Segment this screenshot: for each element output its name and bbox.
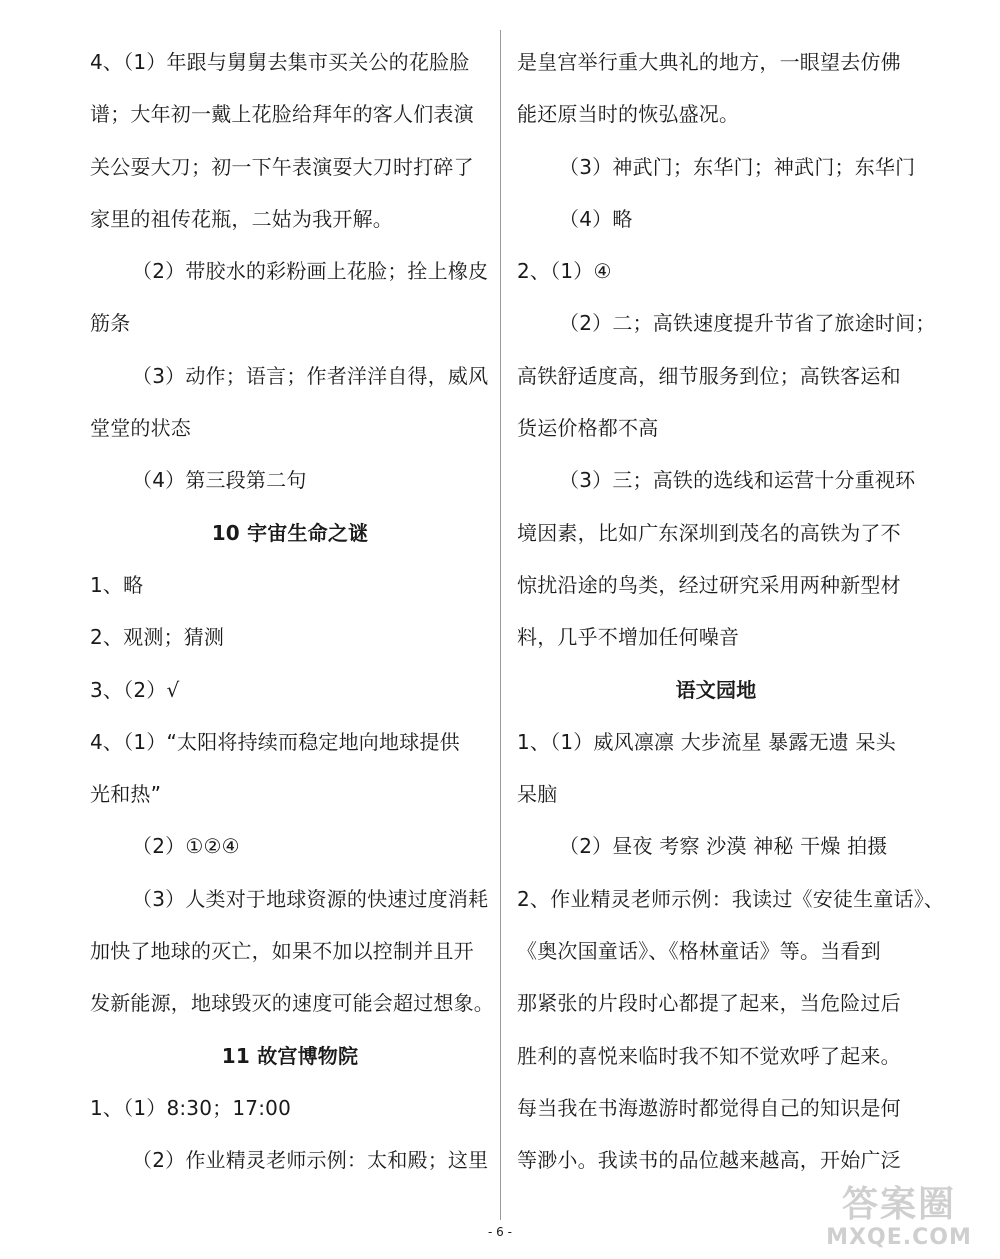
- text-line: （4）略: [559, 206, 633, 231]
- text-line: 加快了地球的灭亡，如果不加以控制并且开: [90, 939, 474, 964]
- text-line: 高铁舒适度高，细节服务到位；高铁客运和: [517, 363, 901, 388]
- text-line: 1、（1）8:30；17:00: [90, 1095, 291, 1120]
- section-heading: 语文园地: [675, 677, 757, 702]
- text-line: 《奥次国童话》、《格林童话》等。当看到: [517, 939, 881, 964]
- text-line: （2）带胶水的彩粉画上花脸；拴上橡皮: [132, 259, 489, 284]
- text-line: 2、观测；猜测: [90, 625, 225, 650]
- text-line: 呆脑: [517, 782, 558, 807]
- text-line: 料，几乎不增加任何噪音: [517, 625, 740, 650]
- column-divider: [500, 30, 501, 1220]
- text-line: 3、（2）√: [90, 677, 180, 702]
- page-number: - 6 -: [488, 1225, 512, 1239]
- watermark-logo-text: 答案圈: [841, 1184, 956, 1225]
- text-line: （3）人类对于地球资源的快速过度消耗: [132, 886, 489, 911]
- text-line: 堂堂的状态: [90, 416, 191, 441]
- text-line: 4、（1）年跟与舅舅去集市买关公的花脸脸: [90, 50, 470, 74]
- text-line: 家里的祖传花瓶，二姑为我开解。: [90, 206, 393, 231]
- text-line: （3）神武门；东华门；神武门；东华门: [559, 154, 916, 179]
- section-heading: 11 故宫博物院: [221, 1043, 359, 1068]
- text-line: （4）第三段第二句: [132, 468, 307, 493]
- text-line: 惊扰沿途的鸟类，经过研究采用两种新型材: [517, 572, 901, 597]
- text-line: 光和热”: [90, 782, 162, 807]
- text-line: 能还原当时的恢弘盛况。: [517, 102, 740, 127]
- text-line: 1、（1）威风凛凛 大步流星 暴露无遗 呆头: [517, 729, 896, 754]
- text-line: 发新能源，地球毁灭的速度可能会超过想象。: [90, 991, 494, 1016]
- text-line: 谱；大年初一戴上花脸给拜年的客人们表演: [90, 102, 474, 127]
- text-line: 4、（1）“太阳将持续而稳定地向地球提供: [90, 729, 460, 754]
- section-heading: 10 宇宙生命之谜: [211, 520, 369, 545]
- text-line: 每当我在书海遨游时都觉得自己的知识是何: [517, 1095, 901, 1120]
- text-line: 胜利的喜悦来临时我不知不觉欢呼了起来。: [517, 1043, 901, 1068]
- text-line: 筋条: [90, 311, 131, 336]
- watermark-logo: [804, 1185, 994, 1255]
- text-line: 1、略: [90, 572, 144, 597]
- text-line: 2、作业精灵老师示例：我读过《安徒生童话》、: [517, 886, 945, 911]
- text-line: 是皇宫举行重大典礼的地方，一眼望去仿佛: [517, 50, 901, 74]
- text-line: （3）动作；语言；作者洋洋自得，威风: [132, 363, 489, 388]
- text-line: 货运价格都不高: [517, 416, 659, 441]
- text-line: 2、（1）④: [517, 259, 612, 284]
- text-line: （2）二；高铁速度提升节省了旅途时间；: [559, 311, 936, 336]
- text-line: （2）①②④: [132, 834, 240, 859]
- text-line: （3）三；高铁的选线和运营十分重视环: [559, 468, 916, 493]
- text-line: （2）作业精灵老师示例：太和殿；这里: [132, 1148, 489, 1173]
- left-column: [90, 36, 494, 1187]
- text-line: （2）昼夜 考察 沙漠 神秘 干燥 拍摄: [559, 834, 888, 859]
- right-column: [517, 36, 945, 1187]
- watermark-site-text: MXQE.COM: [826, 1225, 972, 1250]
- text-line: 那紧张的片段时心都提了起来，当危险过后: [517, 991, 901, 1016]
- text-line: 关公耍大刀；初一下午表演耍大刀时打碎了: [90, 154, 474, 179]
- text-line: 境因素，比如广东深圳到茂名的高铁为了不: [517, 520, 901, 545]
- text-line: 等渺小。我读书的品位越来越高，开始广泛: [517, 1148, 901, 1173]
